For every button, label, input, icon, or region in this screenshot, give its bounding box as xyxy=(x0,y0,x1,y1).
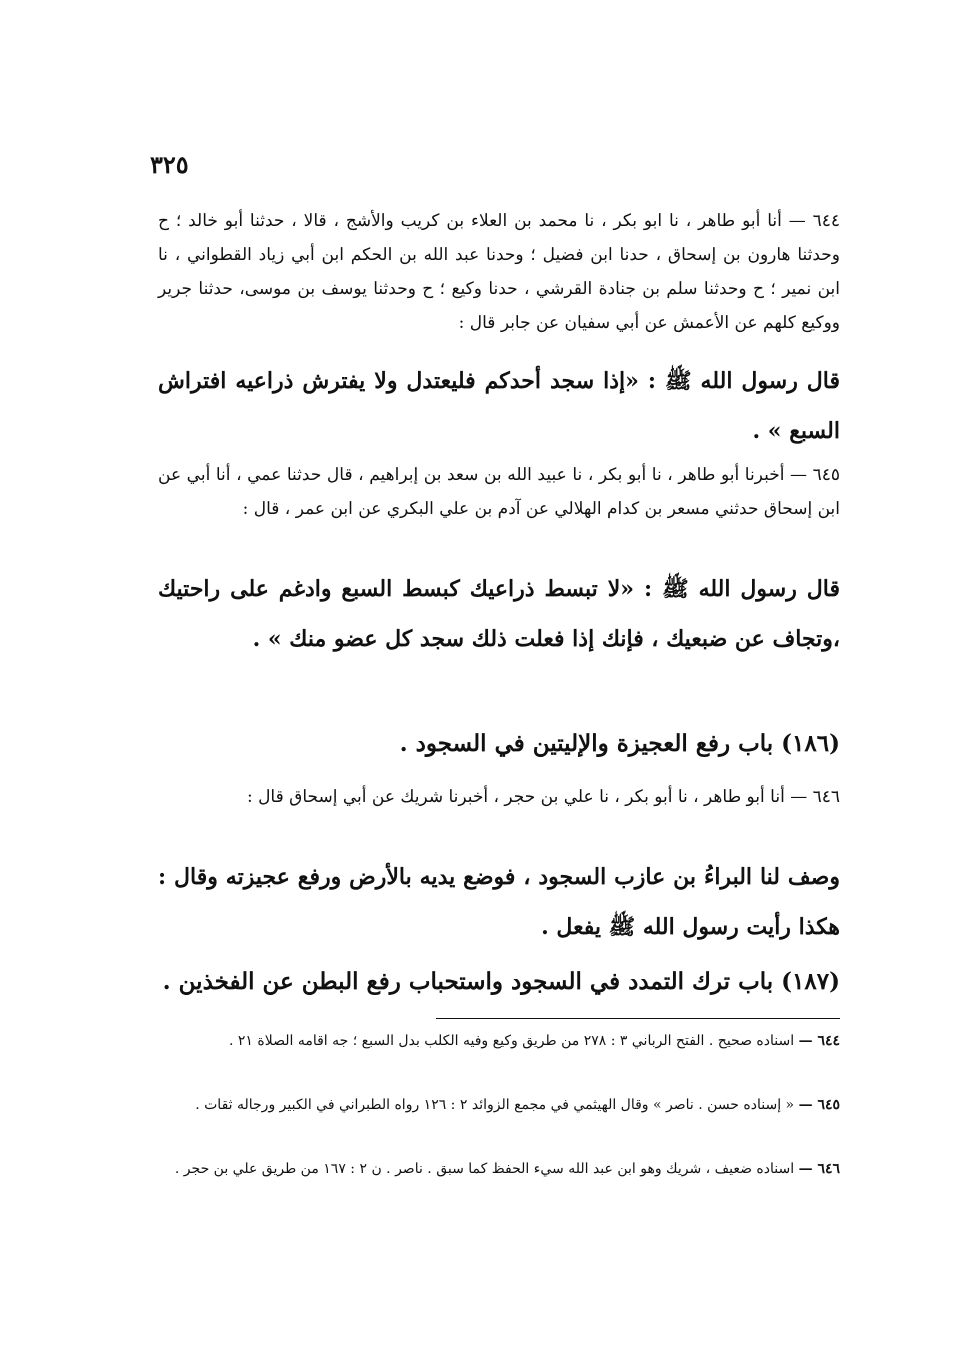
footnote-text: اسناده ضعيف ، شريك وهو ابن عبد الله سيء الحفظ كما سبق . ناصر . ن ٢ : ١٦٧ من طريق علي بن حجر . xyxy=(174,1161,795,1177)
hadith-645-isnad: ٦٤٥ — أخبرنا أبو طاهر ، نا أبو بكر ، نا عبيد الله بن سعد بن إبراهيم ، قال حدثنا عمي ، أنا أبي عن ابن إسحاق حدثني مسعر بن كدام الهلالي عن آدم بن علي البكري عن ابن عمر ، قال : xyxy=(158,465,840,519)
footnote-text: « إسناده حسن . ناصر » وقال الهيثمي في مجمع الزوائد ٢ : ١٢٦ رواه الطبراني في الكبير ورجاله ثقات . xyxy=(195,1097,795,1113)
footnote-number: ٦٤٥ — xyxy=(798,1097,840,1113)
footnote-646 xyxy=(158,1156,840,1182)
hadith-645-matn: قال رسول الله ﷺ : «لا تبسط ذراعيك كبسط السبع وادغم على راحتيك ،وتجاف عن ضبعيك ، فإنك إذا فعلت ذلك سجد كل عضو منك » . xyxy=(158,576,840,652)
footnote-644 xyxy=(158,1028,840,1054)
footnote-separator xyxy=(436,1018,840,1019)
footnote-645 xyxy=(158,1092,840,1118)
hadith-646-matn: وصف لنا البراءُ بن عازب السجود ، فوضع يديه بالأرض ورفع عجيزته وقال : هكذا رأيت رسول الله ﷺ يفعل . xyxy=(158,864,840,940)
page-number: ٣٢٥ xyxy=(150,150,189,179)
footnote-number: ٦٤٤ — xyxy=(798,1033,840,1049)
chapter-heading-186: (١٨٦) باب رفع العجيزة والإليتين في السجود . xyxy=(399,730,840,757)
hadith-646-isnad: ٦٤٦ — أنا أبو طاهر ، نا أبو بكر ، نا علي بن حجر ، أخبرنا شريك عن أبي إسحاق قال : xyxy=(246,787,840,807)
hadith-644-matn: قال رسول الله ﷺ : «إذا سجد أحدكم فليعتدل ولا يفترش ذراعيه افتراش السبع » . xyxy=(158,368,840,444)
footnote-text: اسناده صحيح . الفتح الرباني ٣ : ٢٧٨ من طريق وكيع وفيه الكلب بدل السبع ؛ جه اقامه الصلاة ٢١ . xyxy=(229,1033,795,1049)
footnote-number: ٦٤٦ — xyxy=(798,1161,840,1177)
chapter-heading-187: (١٨٧) باب ترك التمدد في السجود واستحباب رفع البطن عن الفخذين . xyxy=(162,968,840,995)
hadith-644-isnad: ٦٤٤ — أنا أبو طاهر ، نا ابو بكر ، نا محمد بن العلاء بن كريب والأشج ، قالا ، حدثنا أبو خالد ؛ ح وحدثنا هارون بن إسحاق ، حدنا ابن فضيل ؛ وحدنا عبد الله بن الحكم ابن أبي زياد القطواني ، نا ابن نمير ؛ ح وحدثنا سلم بن جنادة القرشي ، حدنا وكيع ؛ ح وحدثنا يوسف بن موسى، حدثنا جرير ووكيع كلهم عن الأعمش عن أبي سفيان عن جابر قال : xyxy=(158,211,840,333)
